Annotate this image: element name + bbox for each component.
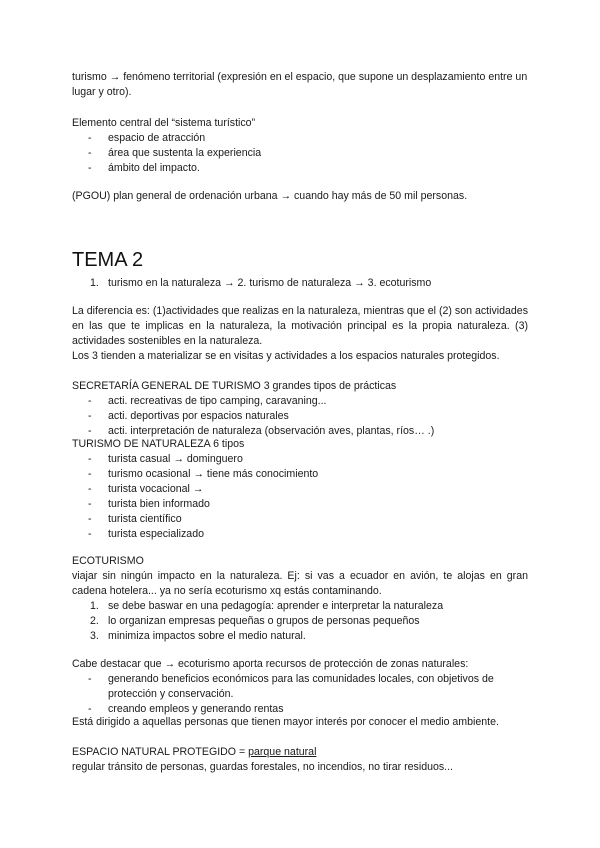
list-item: 2. lo organizan empresas pequeñas o grupos de personas pequeños [90, 615, 420, 627]
list-item: 1. se debe baswar en una pedagogía: aprender e interpretar la naturaleza [90, 600, 444, 612]
bullet-dash: - [88, 703, 92, 715]
list-item: - turista vocacional → [88, 483, 204, 495]
list-item: - turista especializado [88, 528, 204, 540]
list-number: 1. [90, 277, 99, 289]
turismo-naturaleza-title: TURISMO DE NATURALEZA 6 tipos [72, 438, 245, 450]
bullet-dash: - [88, 395, 92, 407]
ecoturismo-title: ECOTURISMO [72, 555, 144, 567]
list-item: 1. turismo en la naturaleza → 2. turismo de naturaleza → 3. ecoturismo [90, 277, 432, 289]
elemento-central-title: Elemento central del “sistema turístico” [72, 117, 256, 129]
turismo-naturaleza-list [72, 452, 528, 542]
list-item: - turista casual → dominguero [88, 453, 243, 465]
section-heading-tema2: TEMA 2 [72, 249, 144, 271]
cabe-destacar-line: Cabe destacar que → ecoturismo aporta recursos de protección de zonas naturales: [72, 658, 469, 670]
elemento-central-list [72, 131, 528, 176]
list-item: - turismo ocasional → tiene más conocimiento [88, 468, 319, 480]
list-item: - ámbito del impacto. [88, 162, 200, 174]
bullet-dash: - [88, 162, 92, 174]
list-item: - creando empleos y generando rentas [88, 703, 284, 715]
bullet-dash: - [88, 410, 92, 422]
bullet-dash: - [88, 483, 92, 495]
list-number: 1. [90, 600, 99, 612]
ecoturismo-description: viajar sin ningún impacto en la naturaleza. Ej: si vas a ecuador en avión, te alojas en gran cadena hotelera... ya no sería ecoturismo xq estás contaminando. [72, 570, 528, 597]
ecoturismo-list [72, 599, 528, 644]
list-item: - turista científico [88, 513, 182, 525]
list-item: - generando beneficios económicos para las comunidades locales, con objetivos de protección y conservación. [88, 673, 494, 700]
pgou-line: (PGOU) plan general de ordenación urbana → cuando hay más de 50 mil personas. [72, 190, 468, 202]
list-item: - espacio de atracción [88, 132, 206, 144]
bullet-dash: - [88, 147, 92, 159]
espacio-natural-line: regular tránsito de personas, guardas forestales, no incendios, no tirar residuos... [72, 761, 453, 773]
cabe-destacar-list [72, 672, 528, 717]
bullet-dash: - [88, 513, 92, 525]
list-item: - área que sustenta la experiencia [88, 147, 262, 159]
list-item: - acti. interpretación de naturaleza (observación aves, plantas, ríos… .) [88, 425, 435, 437]
secretaria-title: SECRETARÍA GENERAL DE TURISMO 3 grandes tipos de prácticas [72, 380, 397, 392]
list-item: - acti. recreativas de tipo camping, caravaning... [88, 395, 327, 407]
list-item: - turista bien informado [88, 498, 210, 510]
turismo-types-numbered [72, 276, 528, 291]
bullet-dash: - [88, 498, 92, 510]
turismo-definition: turismo → fenómeno territorial (expresión en el espacio, que supone un desplazamiento entre un lugar y otro). [72, 71, 528, 98]
list-item: - acti. deportivas por espacios naturales [88, 410, 289, 422]
bullet-dash: - [88, 528, 92, 540]
list-item: 3. minimiza impactos sobre el medio natural. [90, 630, 306, 642]
list-number: 3. [90, 630, 99, 642]
dirigido-line: Está dirigido a aquellas personas que tienen mayor interés por conocer el medio ambiente. [72, 716, 499, 728]
espacio-natural-title: ESPACIO NATURAL PROTEGIDO = parque natural [72, 746, 317, 758]
bullet-dash: - [88, 468, 92, 480]
bullet-dash: - [88, 453, 92, 465]
secretaria-list [72, 394, 528, 439]
parque-natural-link[interactable]: parque natural [248, 746, 317, 758]
diferencia-paragraph: La diferencia es: (1)actividades que realizas en la naturaleza, mientras que el (2) son actividades en las que te implicas en la naturaleza, la motivación principal es la propia naturaleza. (3) actividades sostenibles en la naturaleza. [72, 305, 528, 347]
bullet-dash: - [88, 132, 92, 144]
tienden-line: Los 3 tienden a materializar se en visitas y actividades a los espacios naturales protegidos. [72, 350, 500, 362]
bullet-dash: - [88, 673, 92, 685]
list-number: 2. [90, 615, 99, 627]
bullet-dash: - [88, 425, 92, 437]
